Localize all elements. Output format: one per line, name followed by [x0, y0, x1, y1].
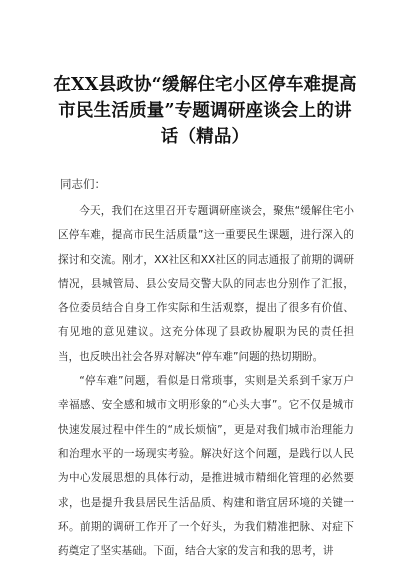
- document-title: 在XX县政协“缓解住宅小区停车难提高市民生活质量”专题调研座谈会上的讲话（精品）: [53, 75, 357, 147]
- salutation: 同志们：: [60, 177, 106, 191]
- body-paragraph: 今天，我们在这里召开专题调研座谈会，聚焦“缓解住宅小区停车难，提高市民生活质量”这一重要民生课题，进行深入的探讨和交流。刚才，XX社区和XX社区的同志通报了前期的调研情况，县城管局、县公安局交警大队的同志也分别作了汇报，各位委员结合自身工作实际和生活观察，提出了很多有价值、有见地的意见建议。这充分体现了县政协履职为民的责任担当，也反映出社会各界对解决“停车难”问题的热切期盼。: [58, 205, 354, 363]
- body-paragraph: “停车难”问题，看似是日常琐事，实则是关系到千家万户幸福感、安全感和城市文明形象的“心头大事”。它不仅是城市快速发展过程中伴生的“成长烦恼”，更是对我们城市治理能力和治理水平的一场现实考验。解决好这个问题，是践行以人民为中心发展思想的具体行动，是推进城市精细化管理的必然要求，也是提升我县居民生活品质、构建和谐宜居环境的关键一环。前期的调研工作开了一个好头，为我们精准把脉、对症下药奠定了坚实基础。下面，结合大家的发言和我的思考，讲: [58, 375, 354, 558]
- document-body: [58, 199, 354, 563]
